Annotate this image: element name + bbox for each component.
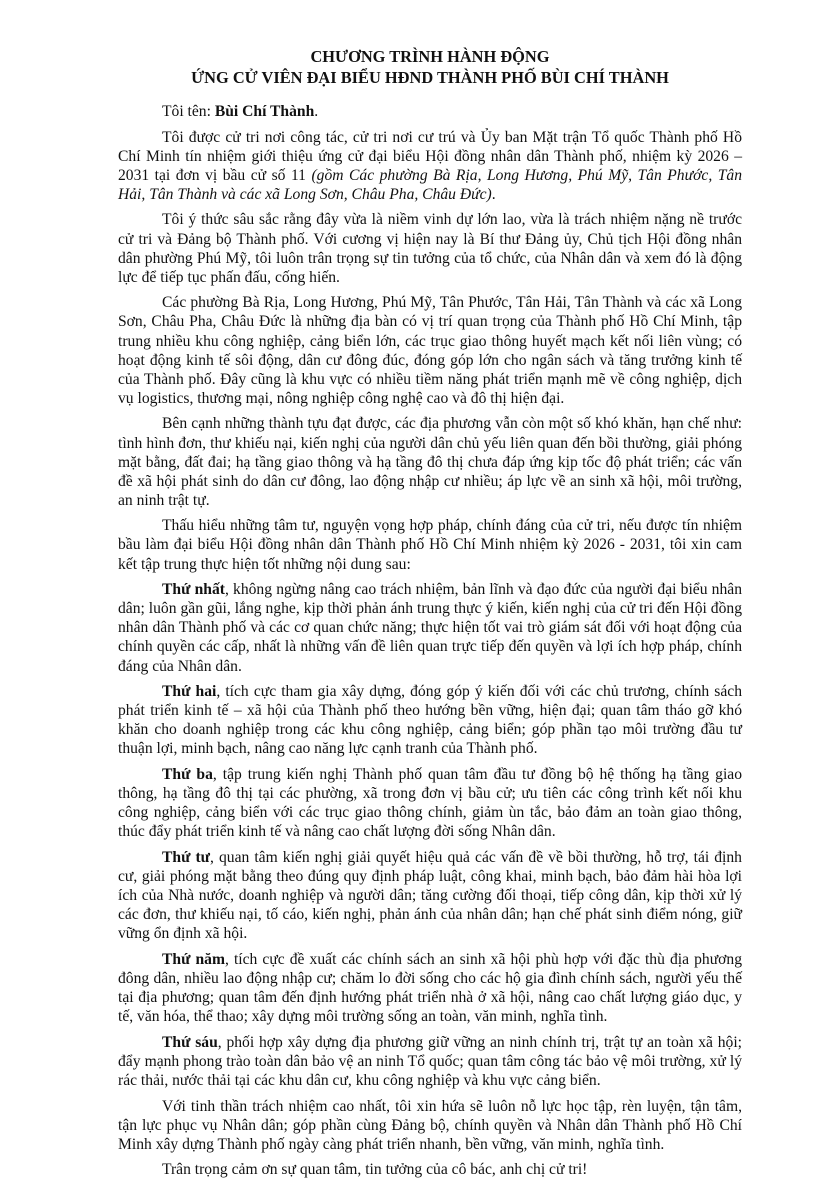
candidate-name: Bùi Chí Thành — [214, 103, 315, 120]
commitment-item — [118, 580, 742, 675]
commitment-text: , tích cực đề xuất các chính sách an sinh xã hội phù hợp với đặc thù địa phương đông dân, nhiều lao động nhập cư; chăm lo đời sống cho các hộ gia đình chính sách, người yếu thế tại địa phương; quan tâm đến định hướng phát triển nhà ở xã hội, nâng cao chất lượng giáo dục, y tế, văn hóa, thể thao; xây dựng môi trường sống an toàn, văn minh, nghĩa tình. — [118, 950, 742, 1026]
responsibility-paragraph: Tôi ý thức sâu sắc rằng đây vừa là niềm vinh dự lớn lao, vừa là trách nhiệm nặng nề trước cử tri và Đảng bộ Thành phố. Với cương vị hiện nay là Bí thư Đảng ủy, Chủ tịch Hội đồng nhân dân phường Phú Mỹ, tôi luôn trân trọng sự tin tưởng của tổ chức, của Nhân dân và xem đó là động lực để tiếp tục phấn đấu, cống hiến. — [118, 211, 742, 286]
nomination-paragraph — [118, 128, 742, 204]
commitment-label: Thứ năm — [162, 950, 225, 968]
challenges-paragraph: Bên cạnh những thành tựu đạt được, các địa phương vẫn còn một số khó khăn, hạn chế như: tình hình đơn, thư khiếu nại, kiến nghị của người dân chủ yếu liên quan đến bồi thường, giải phóng mặt bằng, đất đai; hạ tầng giao thông và hạ tầng đô thị chưa đáp ứng kịp tốc độ phát triển; các vấn đề xã hội phát sinh do dân cư đông, lao động nhập cư nhiều; áp lực về an sinh xã hội, môi trường, an ninh trật tự. — [118, 415, 742, 509]
intro-paragraph — [118, 102, 742, 121]
intro-label: Tôi tên: — [162, 103, 215, 120]
commitment-text: , tích cực tham gia xây dựng, đóng góp ý kiến đối với các chủ trương, chính sách phát triển kinh tế – xã hội của Thành phố theo hướng bền vững, hiện đại; quan tâm tháo gỡ khó khăn cho doanh nghiệp trong các khu công nghiệp, cảng biển; góp phần tạo môi trường đầu tư thuận lợi, minh bạch, nâng cao năng lực cạnh tranh của Thành phố. — [118, 683, 742, 758]
commitment-label: Thứ nhất — [162, 581, 225, 599]
document-subtitle: ỨNG CỬ VIÊN ĐẠI BIỂU HĐND THÀNH PHỐ BÙI CHÍ THÀNH — [191, 68, 669, 87]
document-title: CHƯƠNG TRÌNH HÀNH ĐỘNG — [310, 47, 550, 66]
commitment-text: , tập trung kiến nghị Thành phố quan tâm đầu tư đồng bộ hệ thống hạ tầng giao thông, hạ tầng đô thị tại các phường, xã trong đơn vị bầu cử; ưu tiên các công trình kết nối khu công nghiệp, cảng biển với các trục giao thông chính, giảm ùn tắc, bảo đảm an toàn giao thông, thúc đẩy phát triển kinh tế và nâng cao chất lượng đời sống Nhân dân. — [118, 766, 742, 841]
commitment-item — [118, 682, 742, 758]
intro-end: . — [314, 103, 319, 120]
constituency-note: (gồm Các phường Bà Rịa, Long Hương, Phú Mỹ, Tân Phước, Tân Hải, Tân Thành và các xã Long Sơn, Châu Pha, Châu Đức) — [118, 166, 742, 203]
nomination-text: Tôi được cử tri nơi công tác, cử tri nơi cư trú và Ủy ban Mặt trận Tổ quốc Thành phố Hồ Chí Minh tín nhiệm giới thiệu ứng cử đại biểu Hội đồng nhân dân Thành phố, nhiệm kỳ 2026 – 2031 tại đơn vị bầu cử số 11 — [118, 128, 742, 184]
commitment-label: Thứ ba — [162, 766, 213, 783]
closing-paragraph: Với tinh thần trách nhiệm cao nhất, tôi xin hứa sẽ luôn nỗ lực học tập, rèn luyện, tận tâm, tận lực phục vụ Nhân dân; góp phần cùng Đảng bộ, chính quyền và Nhân dân Thành phố Hồ Chí Minh xây dựng Thành phố ngày càng phát triển nhanh, bền vững, văn minh, nghĩa tình. — [118, 1097, 742, 1153]
commitment-item — [118, 848, 742, 943]
commitment-label: Thứ tư — [162, 848, 211, 866]
commitment-intro-paragraph: Thấu hiểu những tâm tư, nguyện vọng hợp pháp, chính đáng của cử tri, nếu được tín nhiệm bầu làm đại biểu Hội đồng nhân dân Thành phố Hồ Chí Minh nhiệm kỳ 2026 - 2031, tôi xin cam kết tập trung thực hiện tốt những nội dung sau: — [118, 517, 742, 573]
commitment-item — [118, 765, 742, 841]
nomination-end: . — [491, 185, 496, 203]
commitment-text: , phối hợp xây dựng địa phương giữ vững an ninh chính trị, trật tự an toàn xã hội; đẩy mạnh phong trào toàn dân bảo vệ an ninh Tổ quốc; quan tâm công tác bảo vệ môi trường, xử lý rác thải, nước thải tại các khu dân cư, khu công nghiệp và khu vực cảng biển. — [118, 1033, 743, 1089]
commitment-label: Thứ sáu — [162, 1033, 218, 1051]
area-overview-paragraph: Các phường Bà Rịa, Long Hương, Phú Mỹ, Tân Phước, Tân Hải, Tân Thành và các xã Long Sơn, Châu Pha, Châu Đức là những địa bàn có vị trí quan trọng của Thành phố Hồ Chí Minh, tập trung nhiều khu công nghiệp, cảng biển lớn, các trục giao thông huyết mạch kết nối liên vùng; có hoạt động kinh tế sôi động, dân cư đông đúc, đóng góp lớn cho ngân sách và tăng trưởng kinh tế của Thành phố. Đây cũng là khu vực có nhiều tiềm năng phát triển mạnh mẽ về công nghiệp, dịch vụ logistics, thương mại, nông nghiệp công nghệ cao và đô thị hiện đại. — [118, 294, 742, 407]
commitment-item — [118, 1033, 742, 1090]
commitment-text: , không ngừng nâng cao trách nhiệm, bản lĩnh và đạo đức của người đại biểu nhân dân; luôn gần gũi, lắng nghe, kịp thời phản ánh trung thực ý kiến, kiến nghị của cử tri đến Hội đồng nhân dân Thành phố và các cơ quan chức năng; thực hiện tốt vai trò giám sát đối với hoạt động của chính quyền các cấp, nhất là những vấn đề liên quan trực tiếp đến quyền và lợi ích hợp pháp, chính đáng của Nhân dân. — [118, 581, 742, 675]
commitment-text: , quan tâm kiến nghị giải quyết hiệu quả các vấn đề về bồi thường, hỗ trợ, tái định cư, giải phóng mặt bằng theo đúng quy định pháp luật, công khai, minh bạch, bảo đảm hài hòa lợi ích của Nhà nước, doanh nghiệp và người dân; tăng cường đối thoại, tiếp công dân, kịp thời xử lý các đơn, thư khiếu nại, tố cáo, kiến nghị, phản ánh của nhân dân; hạn chế phát sinh điểm nóng, giữ vững ổn định xã hội. — [118, 848, 742, 943]
commitment-item — [118, 950, 742, 1026]
commitment-label: Thứ hai — [162, 683, 217, 701]
thanks-paragraph: Trân trọng cảm ơn sự quan tâm, tin tưởng của cô bác, anh chị cử tri! — [162, 1161, 588, 1179]
